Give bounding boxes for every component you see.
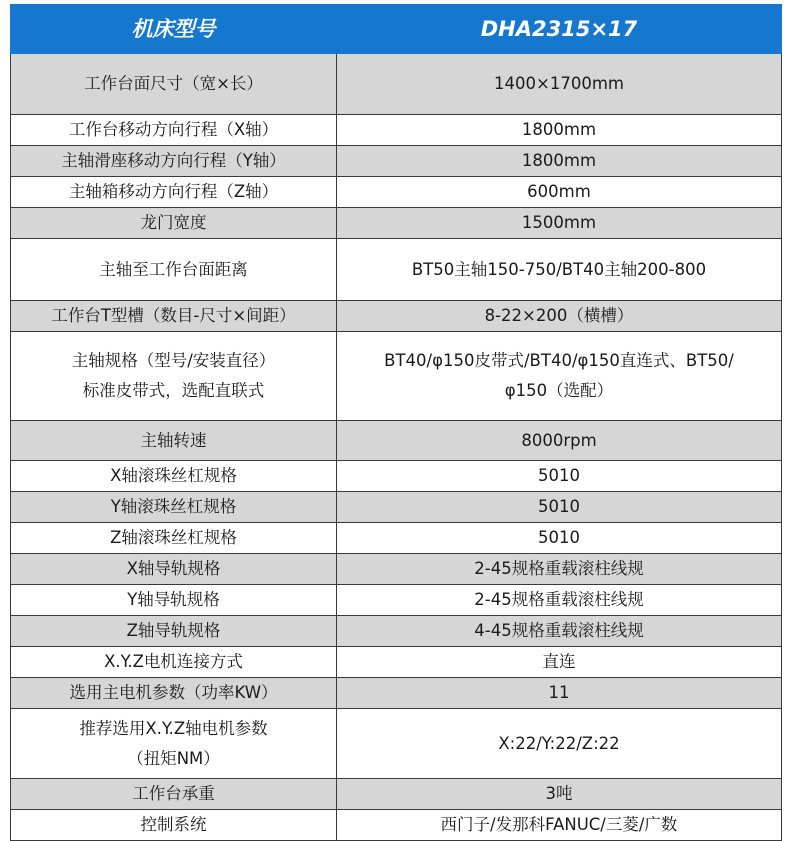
row-label: 工作台面尺寸（宽×长） [11,54,337,115]
row-value: 5010 [337,523,782,554]
row-value: 西门子/发那科FANUC/三菱/广数 [337,810,782,841]
row-label: 龙门宽度 [11,208,337,239]
table-row [11,492,782,523]
header-row [11,5,782,54]
row-label-line: 主轴规格（型号/安装直径） [71,351,276,370]
row-label: X.Y.Z电机连接方式 [11,647,337,678]
table-row [11,421,782,461]
row-value: 2-45规格重载滚柱线规 [337,554,782,585]
table-row [11,208,782,239]
row-label: Z轴导轨规格 [11,616,337,647]
table-row [11,647,782,678]
row-label: 主轴转速 [11,421,337,461]
row-label-line: 标准皮带式，选配直联式 [82,381,265,400]
row-label: 主轴至工作台面距离 [11,239,337,301]
table-row [11,779,782,810]
table-header [11,5,782,54]
row-value: 1800mm [337,115,782,146]
row-label-line: 推荐选用X.Y.Z轴电机参数 [79,718,268,738]
row-label: 主轴滑座移动方向行程（Y轴） [11,146,337,177]
row-value: 1500mm [337,208,782,239]
row-value: 600mm [337,177,782,208]
spec-table [10,4,782,841]
row-value: 1800mm [337,146,782,177]
table-row [11,585,782,616]
row-label: Y轴滚珠丝杠规格 [11,492,337,523]
table-row [11,554,782,585]
table-row [11,678,782,709]
table-row [11,810,782,841]
row-label: 工作台T型槽（数目-尺寸×间距） [11,301,337,332]
table-row [11,301,782,332]
row-value: 8000rpm [337,421,782,461]
table-row [11,332,782,421]
row-value: 5010 [337,492,782,523]
table-row [11,146,782,177]
table-row [11,177,782,208]
row-value: 1400×1700mm [337,54,782,115]
row-value: 直连 [337,647,782,678]
row-value: 8-22×200（横槽） [337,301,782,332]
row-value [337,332,782,421]
row-label: X轴导轨规格 [11,554,337,585]
row-value: 4-45规格重载滚柱线规 [337,616,782,647]
row-value-line: φ150（选配） [504,381,614,400]
row-label: Y轴导轨规格 [11,585,337,616]
row-label: 选用主电机参数（功率KW） [11,678,337,709]
row-value: 2-45规格重载滚柱线规 [337,585,782,616]
table-row [11,709,782,779]
table-row [11,523,782,554]
row-label [11,332,337,421]
header-model-label: 机床型号 [11,5,337,54]
table-row [11,239,782,301]
row-value: 5010 [337,461,782,492]
row-label: X轴滚珠丝杠规格 [11,461,337,492]
row-value: 11 [337,678,782,709]
row-value: X:22/Y:22/Z:22 [337,709,782,779]
row-value-line: BT40/φ150皮带式/BT40/φ150直连式、BT50/ [384,351,734,370]
table-row [11,616,782,647]
row-value: BT50主轴150-750/BT40主轴200-800 [337,239,782,301]
row-value: 3吨 [337,779,782,810]
row-label-line: （扭矩NM） [127,748,220,768]
row-label: 控制系统 [11,810,337,841]
row-label: 主轴箱移动方向行程（Z轴） [11,177,337,208]
header-model-value: DHA2315×17 [337,5,782,54]
row-label [11,709,337,779]
row-label: 工作台移动方向行程（X轴） [11,115,337,146]
table-row [11,115,782,146]
table-row [11,461,782,492]
table-row [11,54,782,115]
row-label: Z轴滚珠丝杠规格 [11,523,337,554]
row-label: 工作台承重 [11,779,337,810]
table-body [11,54,782,841]
